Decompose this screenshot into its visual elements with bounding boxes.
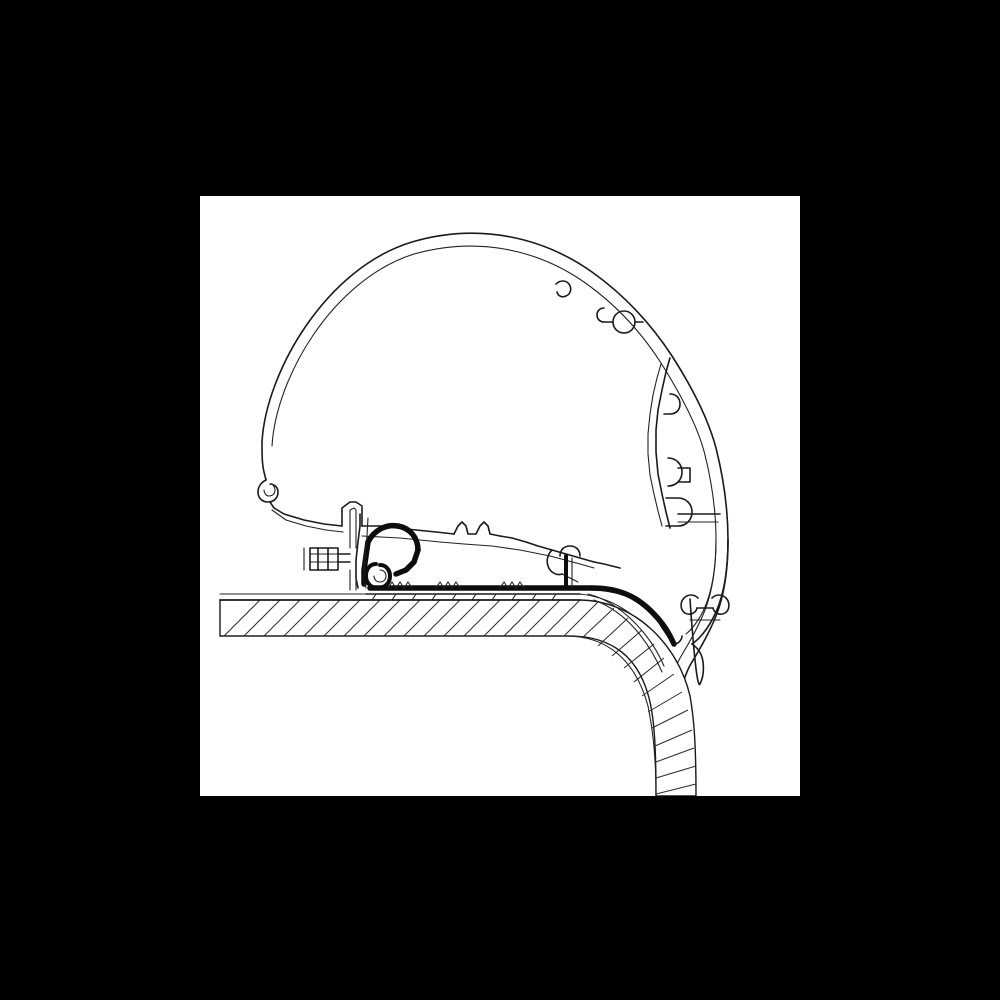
roof-outer-skin [220, 594, 580, 600]
awning-case-outline [262, 233, 728, 644]
drawing-panel [200, 196, 800, 796]
roof-adapter-bracket [304, 514, 418, 590]
vehicle-roof-panel-hatched [220, 600, 696, 796]
left-rail-hook [258, 442, 362, 532]
case-internal-hooks [556, 281, 729, 620]
technical-drawing-svg [200, 196, 800, 796]
